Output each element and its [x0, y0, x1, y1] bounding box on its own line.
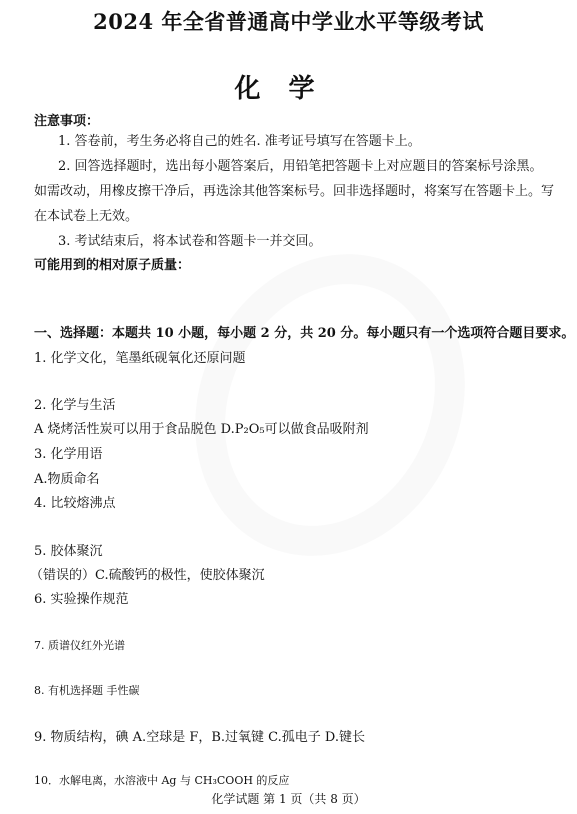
- question-2-option: A 烧烤活性炭可以用于食品脱色 D.P₂O₅可以做食品吸附剂: [34, 422, 369, 437]
- atomic-mass-label: 可能用到的相对原子质量：: [34, 258, 191, 273]
- notice-heading: 注意事项：: [34, 114, 100, 129]
- question-4: 4. 比较熔沸点: [34, 496, 116, 511]
- question-7: 7. 质谱仪红外光谱: [34, 639, 125, 652]
- watermark-logo: [147, 210, 514, 601]
- section-1-heading: 一、选择题：本题共 10 小题，每小题 2 分，共 20 分。每小题只有一个选项符合题目要求。: [34, 326, 575, 341]
- question-10: 10．水解电离，水溶液中 Ag 与 CH₃COOH 的反应: [34, 774, 290, 787]
- subject-title: 化学: [234, 74, 343, 104]
- exam-title: 2024 年全省普通高中学业水平等级考试: [93, 9, 484, 34]
- page-footer: 化学试题 第 1 页（共 8 页）: [211, 792, 366, 806]
- notice-item-2-cont: 如需改动，用橡皮擦干净后，再选涂其他答案标号。回非选择题时，将案写在答题卡上。写: [34, 184, 555, 199]
- question-3-option: A.物质命名: [34, 472, 100, 487]
- question-5: 5. 胶体聚沉: [34, 544, 103, 559]
- notice-item-3: 3. 考试结束后，将本试卷和答题卡一并交回。: [58, 234, 322, 249]
- notice-item-2-end: 在本试卷上无效。: [34, 209, 139, 224]
- question-2: 2. 化学与生活: [34, 398, 116, 413]
- question-1: 1. 化学文化，笔墨纸砚氧化还原问题: [34, 351, 246, 366]
- question-9: 9. 物质结构，碘 A.空球是 F，B.过氧键 C.孤电子 D.键长: [34, 730, 365, 745]
- question-8: 8. 有机选择题 手性碳: [34, 684, 140, 697]
- question-5-option: （错误的）C.硫酸钙的极性，使胶体聚沉: [30, 568, 265, 583]
- question-6: 6. 实验操作规范: [34, 592, 129, 607]
- question-3: 3. 化学用语: [34, 447, 103, 462]
- notice-item-1: 1. 答卷前，考生务必将自己的姓名. 准考证号填写在答题卡上。: [58, 134, 421, 149]
- notice-item-2: 2. 回答选择题时，选出每小题答案后，用铅笔把答题卡上对应题目的答案标号涂黑。: [58, 159, 543, 174]
